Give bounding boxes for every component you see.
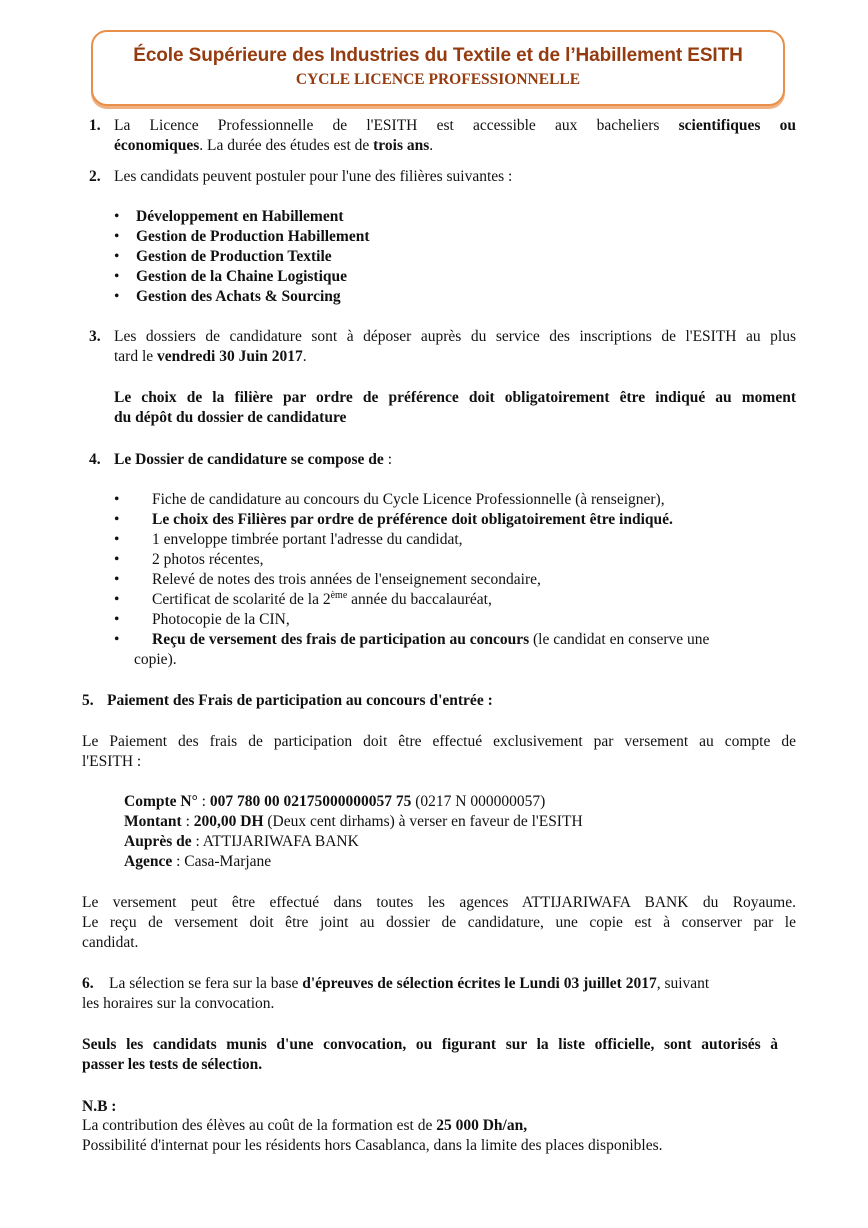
exam-date: d'épreuves de sélection écrites le Lundi 03 juillet 2017 [302,975,657,992]
section-6-line-2: les horaires sur la convocation. [82,995,275,1012]
dossier-item-label-end: année du baccalauréat, [347,591,492,608]
section-2-text: Les candidats peuvent postuler pour l'une des filières suivantes : [114,168,513,185]
payment-paragraph-1: Le Paiement des frais de participation doit être effectué exclusivement par versement au compte de [82,733,796,750]
dossier-item [114,490,665,510]
section-4-number: 4. [89,451,101,468]
bullet: • [114,248,120,265]
section-6-line-1 [109,974,709,994]
dossier-item-label: Reçu de versement des frais de participation au concours [152,631,530,648]
versement-line-1: Le versement peut être effectué dans toutes les agences ATTIJARIWAFA BANK du Royaume. [82,894,796,911]
section-5-title: Paiement des Frais de participation au concours d'entrée : [107,692,493,709]
dossier-colon: : [383,451,392,468]
section-3-line-2 [114,347,307,367]
dossier-item-continuation: copie). [134,651,177,668]
dossier-item [114,550,263,570]
s1-bold: scientifiques ou [678,117,796,134]
section-3-bold-2: du dépôt du dossier de candidature [114,409,347,426]
dossier-item-label: 1 enveloppe timbrée portant l'adresse du candidat, [152,531,463,548]
section-4-title [114,450,392,470]
dossier-item [114,530,463,550]
account-number: 007 780 00 02175000000057 75 [209,793,412,810]
s6-suivant: , suivant [656,975,710,992]
s3-period: . [302,348,307,365]
notice-bold-1: Seuls les candidats munis d'une convocation, ou figurant sur la liste officielle, sont autorisés à [82,1036,778,1053]
payment-paragraph-2: l'ESITH : [82,753,142,770]
bullet: • [114,288,120,305]
s1-economiques: économiques [114,137,200,154]
dossier-item-label: Le choix des Filières par ordre de préférence doit obligatoirement être indiqué. [152,511,673,528]
section-1-line-2 [114,136,433,156]
notice-bold-2: passer les tests de sélection. [82,1056,263,1073]
school-title: École Supérieure des Industries du Textile et de l’Habillement ESITH [133,45,743,66]
versement-line-2: Le reçu de versement doit être joint au dossier de candidature, une copie est à conserver par le [82,914,796,931]
bullet: • [114,611,120,628]
filiere-label: Gestion des Achats & Sourcing [136,288,341,305]
amount-sep: : [181,813,194,830]
dossier-item [114,630,709,650]
amount-value: 200,00 DH [193,813,264,830]
bullet: • [114,511,120,528]
section-3-line-1: Les dossiers de candidature sont à déposer auprès du service des inscriptions de l'ESITH au plus [114,328,796,345]
bank-line [124,832,359,852]
dossier-item [114,510,673,530]
account-extra: (0217 N 000000057) [411,793,546,810]
dossier-item-label: Certificat de scolarité de la 2 [152,591,331,608]
s1-trois-ans: trois ans [373,137,430,154]
nb-contribution: La contribution des élèves au coût de la formation est de [82,1117,437,1134]
filiere-label: Gestion de Production Habillement [136,228,370,245]
deadline-date: vendredi 30 Juin 2017 [157,348,303,365]
account-label: Compte N° [124,793,198,810]
bullet: • [114,631,120,648]
dossier-item-label: Photocopie de la CIN, [152,611,290,628]
agency-line [124,852,271,872]
s3-tard: tard le [114,348,158,365]
section-3-bold-1: Le choix de la filière par ordre de préférence doit obligatoirement être indiqué au moment [114,389,796,406]
nb-line-1 [82,1116,527,1136]
account-line [124,792,545,812]
bullet: • [114,531,120,548]
cycle-subtitle: CYCLE LICENCE PROFESSIONNELLE [295,71,581,88]
bank-name: : ATTIJARIWAFA BANK [191,833,359,850]
versement-line-3: candidat. [82,934,139,951]
nb-line-2: Possibilité d'internat pour les résidents hors Casablanca, dans la limite des places disponibles. [82,1137,663,1154]
dossier-item [114,590,492,610]
dossier-title: Le Dossier de candidature se compose de [114,451,384,468]
bullet: • [114,491,120,508]
bullet: • [114,551,120,568]
agency-name: : Casa-Marjane [172,853,272,870]
agency-label: Agence [124,853,173,870]
filiere-label: Gestion de la Chaine Logistique [136,268,347,285]
bullet: • [114,208,120,225]
bullet: • [114,228,120,245]
section-1-line-1 [114,116,796,136]
filiere-label: Développement en Habillement [136,208,344,225]
dossier-item [114,570,541,590]
bullet: • [114,571,120,588]
dossier-item-label-end: (le candidat en conserve une [529,631,710,648]
filiere-item [114,207,344,227]
section-6-number: 6. [82,975,94,992]
section-3-number: 3. [89,328,101,345]
amount-line [124,812,583,832]
filiere-item [114,227,370,247]
filiere-item [114,247,332,267]
dossier-item-label: Relevé de notes des trois années de l'enseignement secondaire, [152,571,541,588]
header-box [91,30,785,106]
filiere-item [114,287,341,307]
s1-duree: . La durée des études est de [199,137,374,154]
s1-period: . [429,137,434,154]
dossier-item-label: 2 photos récentes, [152,551,264,568]
s1-text: La Licence Professionnelle de l'ESITH est accessible aux bacheliers [114,117,679,134]
dossier-item [114,610,290,630]
s6-text: La sélection se fera sur la base [109,975,303,992]
bullet: • [114,268,120,285]
section-2-number: 2. [89,168,101,185]
bullet: • [114,591,120,608]
nb-amount: 25 000 Dh/an, [436,1117,528,1134]
amount-extra: (Deux cent dirhams) à verser en faveur de l'ESITH [263,813,583,830]
amount-label: Montant [124,813,182,830]
account-sep: : [197,793,210,810]
dossier-item-label: Fiche de candidature au concours du Cycle Licence Professionnelle (à renseigner), [152,491,665,508]
superscript-eme: ème [330,589,348,601]
nb-title: N.B : [82,1098,117,1115]
section-5-number: 5. [82,692,94,709]
section-1-number: 1. [89,117,101,134]
bank-label: Auprès de [124,833,192,850]
filiere-label: Gestion de Production Textile [136,248,332,265]
filiere-item [114,267,347,287]
